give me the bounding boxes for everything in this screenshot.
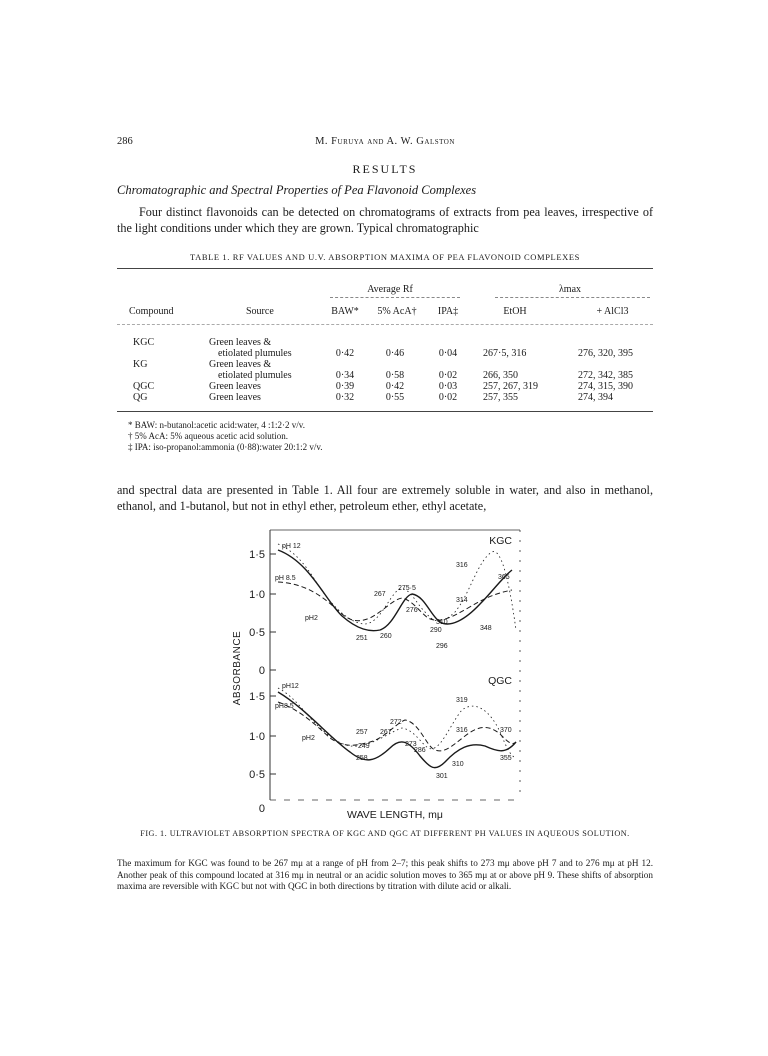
- absorption-spectra-figure: [230, 520, 530, 830]
- table-cell: KG: [133, 359, 148, 370]
- peak-label: 296: [436, 643, 448, 650]
- table-cell: 267·5, 316: [483, 348, 527, 359]
- table-col-acoh: 5% AcA†: [377, 306, 417, 317]
- table-group-rule-rf: [330, 297, 460, 298]
- paragraph-1: Four distinct flavonoids can be detected on chromatograms of extracts from pea leaves, irrespective of the light conditions under which they are grown. Typical chromatographic: [117, 205, 653, 235]
- y-axis-label: ABSORBANCE: [232, 630, 243, 706]
- peak-label: 249: [358, 743, 370, 750]
- peak-label: 290: [430, 627, 442, 634]
- table-cell: 257, 355: [483, 392, 518, 403]
- section-title: RESULTS: [352, 162, 418, 176]
- table-col-ipa: IPA‡: [437, 306, 459, 317]
- table-cell: 274, 394: [578, 392, 613, 403]
- peak-label: 319: [456, 697, 468, 704]
- peak-label: 316: [456, 727, 468, 734]
- bottom-panel-title: QGC: [488, 675, 512, 687]
- y-tick-label: 1·5: [249, 691, 265, 703]
- table-cell: 0·04: [438, 348, 458, 359]
- table-footnote: † 5% AcA: 5% aqueous acetic acid solution.: [128, 431, 288, 441]
- peak-label: 276: [406, 607, 418, 614]
- top-panel-title: KGC: [489, 535, 512, 547]
- table-col-alcl3: + AlCl3: [596, 306, 629, 317]
- y-tick-label: 1·5: [249, 549, 265, 561]
- peak-label: 310: [436, 619, 448, 626]
- table-footnote: ‡ IPA: iso-propanol:ammonia (0·88):water 20:1:2 v/v.: [128, 442, 323, 452]
- figure-paragraph: The maximum for KGC was found to be 267 mμ at a range of pH from 2–7; this peak shifts to 273 mμ above pH 7 and to 276 mμ at pH 12. Another peak of this compound located at 316 mμ in neutral or an acidic solution moves to 365 mμ at or above pH 9. These shifts of absorption maxima are reversible with KGC but not with QGC in both directions by titration with dilute acid or alkali.: [117, 858, 653, 891]
- table-cell: 272, 342, 385: [578, 370, 633, 381]
- table-cell: 0·34: [335, 370, 355, 381]
- y-tick-label: 0: [258, 803, 265, 815]
- table-footnote: * BAW: n-butanol:acetic acid:water, 4 :1:2·2 v/v.: [128, 420, 305, 430]
- peak-label: 267: [374, 591, 386, 598]
- peak-label: 272: [390, 719, 402, 726]
- peak-label: 257: [356, 729, 368, 736]
- peak-label: 316: [456, 562, 468, 569]
- table-top-rule: [117, 268, 653, 269]
- peak-label: 286: [414, 747, 426, 754]
- spectra-plot: [230, 520, 530, 830]
- table-bottom-rule: [117, 411, 653, 412]
- peak-label: 365: [498, 574, 510, 581]
- peak-label: 348: [480, 625, 492, 632]
- table-cell: 0·58: [385, 370, 405, 381]
- table-cell: 257, 267, 319: [483, 381, 538, 392]
- table-cell: 0·02: [438, 370, 458, 381]
- curve-label: pH 8.5: [275, 575, 296, 582]
- table-cell: 0·32: [335, 392, 355, 403]
- y-tick-label: 0·5: [249, 769, 265, 781]
- curve-label: pH2: [305, 615, 318, 622]
- curve-label: pH2: [302, 735, 315, 742]
- page-number: 286: [117, 136, 133, 147]
- figure-caption: FIG. 1. ULTRAVIOLET ABSORPTION SPECTRA OF KGC AND QGC AT DIFFERENT PH VALUES IN AQUEOUS SOLUTION.: [140, 829, 630, 838]
- table-cell: etiolated plumules: [218, 348, 292, 359]
- table-cell: KGC: [133, 337, 155, 348]
- y-tick-label: 0: [258, 665, 265, 677]
- x-axis-label: WAVE LENGTH, mμ: [347, 809, 443, 821]
- y-tick-label: 1·0: [249, 589, 265, 601]
- curve-label: pH 12: [282, 543, 301, 550]
- table-cell: Green leaves: [209, 392, 261, 403]
- peak-label: 260: [380, 633, 392, 640]
- table-cell: 266, 350: [483, 370, 518, 381]
- table-cell: 276, 320, 395: [578, 348, 633, 359]
- page-header: [117, 136, 653, 150]
- table-cell: etiolated plumules: [218, 370, 292, 381]
- curve-label: pH8.5: [275, 703, 294, 710]
- table-cell: QG: [133, 392, 148, 403]
- table-group-header-lambda: λmax: [558, 284, 582, 295]
- table-cell: 0·03: [438, 381, 458, 392]
- table-cell: 0·55: [385, 392, 405, 403]
- peak-label: 310: [452, 761, 464, 768]
- peak-label: 251: [356, 635, 368, 642]
- table-group-header-rf: Average Rf: [367, 284, 413, 295]
- subsection-title: Chromatographic and Spectral Properties of Pea Flavonoid Complexes: [117, 183, 477, 197]
- peak-label: 314: [456, 597, 468, 604]
- table-cell: 0·46: [385, 348, 405, 359]
- table-cell: 274, 315, 390: [578, 381, 633, 392]
- table-cell: 0·02: [438, 392, 458, 403]
- table-header-rule: [117, 324, 653, 325]
- table-caption: TABLE 1. RF VALUES AND U.V. ABSORPTION MAXIMA OF PEA FLAVONOID COMPLEXES: [190, 252, 580, 262]
- table-col-baw: BAW*: [331, 306, 359, 317]
- y-tick-label: 1·0: [249, 731, 265, 743]
- paragraph-2: and spectral data are presented in Table 1. All four are extremely soluble in water, and also in methanol, ethanol, and 1-butanol, but not in ethyl ether, petroleum ether, ethyl acetate,: [117, 483, 653, 513]
- peak-label: 355: [500, 755, 512, 762]
- table-cell: Green leaves: [209, 381, 261, 392]
- table-cell: Green leaves &: [209, 359, 272, 370]
- table-cell: 0·42: [385, 381, 405, 392]
- table-col-compound: Compound: [129, 306, 174, 317]
- curve-label: pH12: [282, 683, 299, 690]
- peak-label: 273: [405, 741, 417, 748]
- y-tick-label: 0·5: [249, 627, 265, 639]
- table-col-etoh: EtOH: [503, 306, 527, 317]
- peak-label: 258: [356, 755, 368, 762]
- qgc-ph2-curve: [278, 692, 516, 768]
- running-head: M. Furuya and A. W. Galston: [315, 136, 455, 147]
- table-cell: QGC: [133, 381, 155, 392]
- table-cell: 0·39: [335, 381, 355, 392]
- table-col-source: Source: [246, 306, 274, 317]
- peak-label: 275·5: [398, 585, 416, 592]
- table-cell: 0·42: [335, 348, 355, 359]
- peak-label: 370: [500, 727, 512, 734]
- table-group-rule-lambda: [495, 297, 650, 298]
- table-cell: Green leaves &: [209, 337, 272, 348]
- peak-label: 267: [380, 729, 392, 736]
- peak-label: 301: [436, 773, 448, 780]
